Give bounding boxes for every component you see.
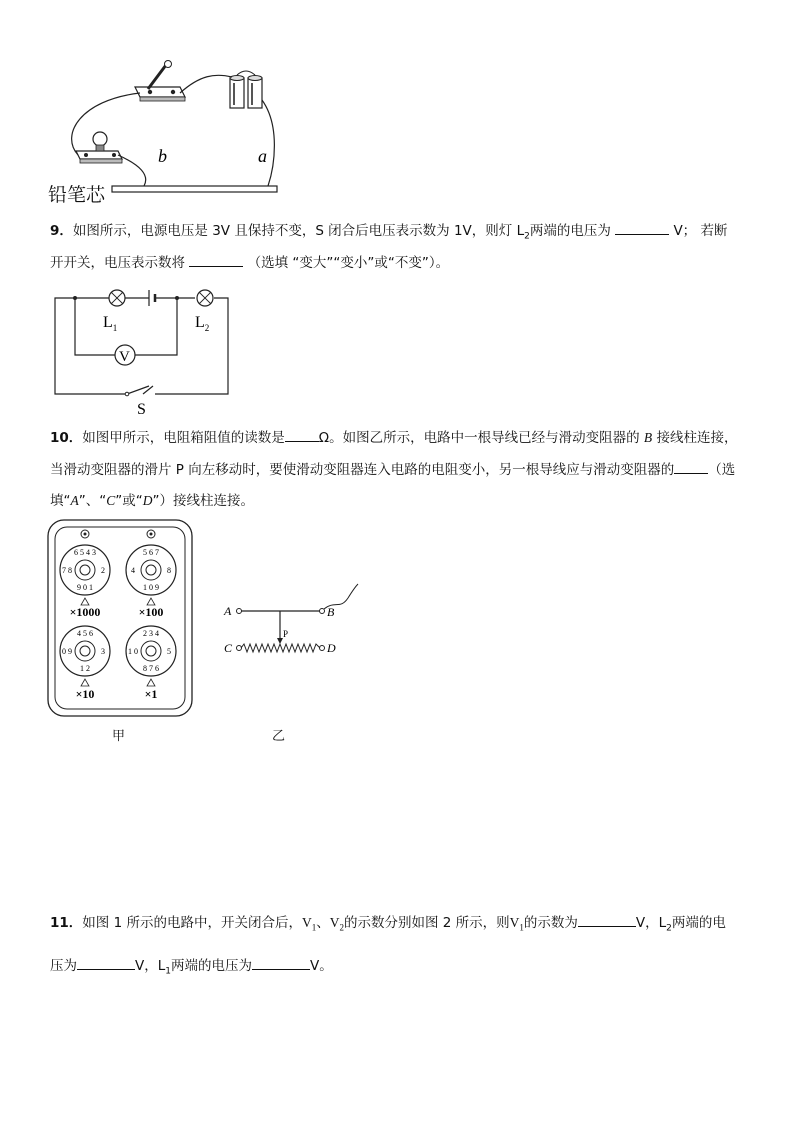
battery-symbol-icon: [149, 290, 155, 306]
q10-text: A: [70, 493, 79, 508]
q10-text: ”、“: [78, 493, 107, 509]
figure-caption-yi: 乙: [272, 729, 286, 744]
q11-sub: 2: [666, 923, 672, 934]
svg-text:0 9: 0 9: [62, 647, 72, 656]
svg-text:2 3 4: 2 3 4: [143, 629, 159, 638]
lamp-L2-icon: [197, 290, 213, 306]
q10-text: ”或“: [115, 493, 143, 509]
q11-text: V，L: [135, 958, 166, 974]
svg-text:1 0: 1 0: [128, 647, 138, 656]
wire-label-a: a: [258, 146, 267, 166]
pencil-lead-bar: [112, 186, 277, 192]
rheostat-figure: [220, 580, 370, 660]
bulb-holder-icon: [76, 132, 122, 163]
q11-answer-blank-1[interactable]: [578, 912, 636, 927]
terminal-B: [320, 609, 325, 614]
svg-text:8: 8: [167, 566, 171, 575]
q9-text: 开开关，电压表示数将: [50, 255, 185, 271]
svg-text:1 0 9: 1 0 9: [143, 583, 159, 592]
q10-text: D: [142, 493, 153, 508]
q9-circuit-diagram: [45, 282, 245, 417]
q9-line2: [50, 252, 449, 273]
q9-line1: [50, 220, 727, 247]
knife-switch-icon: [135, 61, 185, 102]
q9-sub: 2: [524, 231, 530, 242]
q11-text: 、: [316, 915, 330, 931]
q11-text: 压为: [50, 958, 77, 974]
q11-text: 的示数分别如图 2 所示，则: [343, 915, 510, 931]
svg-text:8 7 6: 8 7 6: [143, 664, 159, 673]
q10-text: 如图甲所示，电阻箱阻值的读数是: [82, 430, 285, 446]
label-P: P: [283, 629, 289, 639]
q11-number: 11．: [50, 915, 83, 931]
q9-text: V； 若断: [673, 223, 728, 239]
q9-answer-blank-1[interactable]: [615, 220, 669, 235]
q11-sub: 1: [165, 966, 171, 977]
q11-text: 如图 1 所示的电路中，开关闭合后，: [82, 915, 302, 931]
q11-line2: [50, 955, 333, 982]
dial-multiplier-label: ×1: [144, 687, 158, 701]
label-L1: $L_1$: [103, 314, 118, 333]
svg-text:4 5 6: 4 5 6: [77, 629, 93, 638]
q10-text: ”）接线柱连接。: [152, 493, 255, 509]
terminal-C: [237, 646, 242, 651]
svg-text:V: V: [119, 349, 130, 365]
q9-answer-blank-2[interactable]: [189, 252, 243, 267]
symbol-V1: $V_1$: [301, 915, 317, 933]
label-S: S: [137, 401, 146, 417]
terminal-A: [237, 609, 242, 614]
label-B: B: [327, 605, 335, 619]
pencil-lead-label: 铅笔芯: [48, 184, 106, 206]
q10-text: C: [106, 493, 116, 508]
label-C: C: [224, 641, 233, 655]
q10-text: B: [643, 430, 653, 445]
svg-text:4: 4: [131, 566, 135, 575]
q9-text: 如图所示，电源电压是 3V 且保持不变，S 闭合后电压表示数为 1V，则灯 L: [72, 223, 525, 239]
figure-caption-jia: 甲: [112, 729, 126, 744]
q10-answer-blank-1[interactable]: [285, 427, 319, 442]
q11-text: V。: [310, 958, 333, 974]
switch-contact: [125, 392, 129, 396]
terminal-D: [320, 646, 325, 651]
q11-answer-blank-3[interactable]: [252, 955, 310, 970]
dial-multiplier-label: ×1000: [69, 605, 101, 619]
q10-text: 当滑动变阻器的滑片 P 向左移动时，要使滑动变阻器连入电路的电阻变小，另一根导线应与滑动变阻器的: [50, 462, 675, 478]
label-L2: $L_2$: [195, 314, 210, 333]
voltmeter-icon: [115, 345, 135, 365]
q11-text: 的示数为: [523, 915, 578, 931]
q11-text: 两端的电压为: [171, 958, 252, 974]
q10-text: 接线柱连接，: [652, 430, 738, 446]
svg-text:9 0 1: 9 0 1: [77, 583, 93, 592]
terminal-icon: [81, 530, 89, 538]
wire-label-b: b: [158, 146, 167, 166]
battery-icon: [230, 71, 262, 108]
dial-multiplier-label: ×10: [75, 687, 95, 701]
lamp-L1-icon: [109, 290, 125, 306]
svg-text:6 5 4 3: 6 5 4 3: [74, 548, 96, 557]
svg-text:2: 2: [101, 566, 105, 575]
symbol-V2: $V_2$: [329, 915, 344, 933]
svg-text:7 8: 7 8: [62, 566, 72, 575]
q9-text: （选填 “变大”“变小”或“不变”）。: [247, 255, 450, 271]
svg-text:5: 5: [167, 647, 171, 656]
resistance-box-figure: [46, 518, 196, 720]
dial-multiplier-label: ×100: [138, 605, 164, 619]
q9-number: 9．: [50, 223, 73, 239]
label-D: D: [327, 641, 336, 655]
q9-text: 两端的电压为: [529, 223, 611, 239]
q11-text: V，L: [635, 915, 667, 931]
q10-text: （选: [708, 462, 736, 478]
terminal-icon: [147, 530, 155, 538]
q10-line1: [50, 427, 737, 448]
q10-text: 填“: [50, 493, 71, 509]
q11-answer-blank-2[interactable]: [77, 955, 135, 970]
q11-text: 两端的电: [671, 915, 726, 931]
q10-text: Ω。如图乙所示，电路中一根导线已经与滑动变阻器的: [318, 430, 644, 446]
svg-text:3: 3: [101, 647, 105, 656]
q10-line3: [50, 491, 254, 511]
symbol-V1: $V_1$: [509, 915, 524, 933]
q10-line2: [50, 459, 735, 480]
q10-number: 10．: [50, 430, 83, 446]
q10-answer-blank-2[interactable]: [674, 459, 708, 474]
label-A: A: [224, 604, 232, 618]
svg-text:1 2: 1 2: [80, 664, 90, 673]
resistor-coil: [241, 644, 320, 652]
q11-line1: [50, 912, 726, 939]
svg-text:5 6 7: 5 6 7: [143, 548, 159, 557]
